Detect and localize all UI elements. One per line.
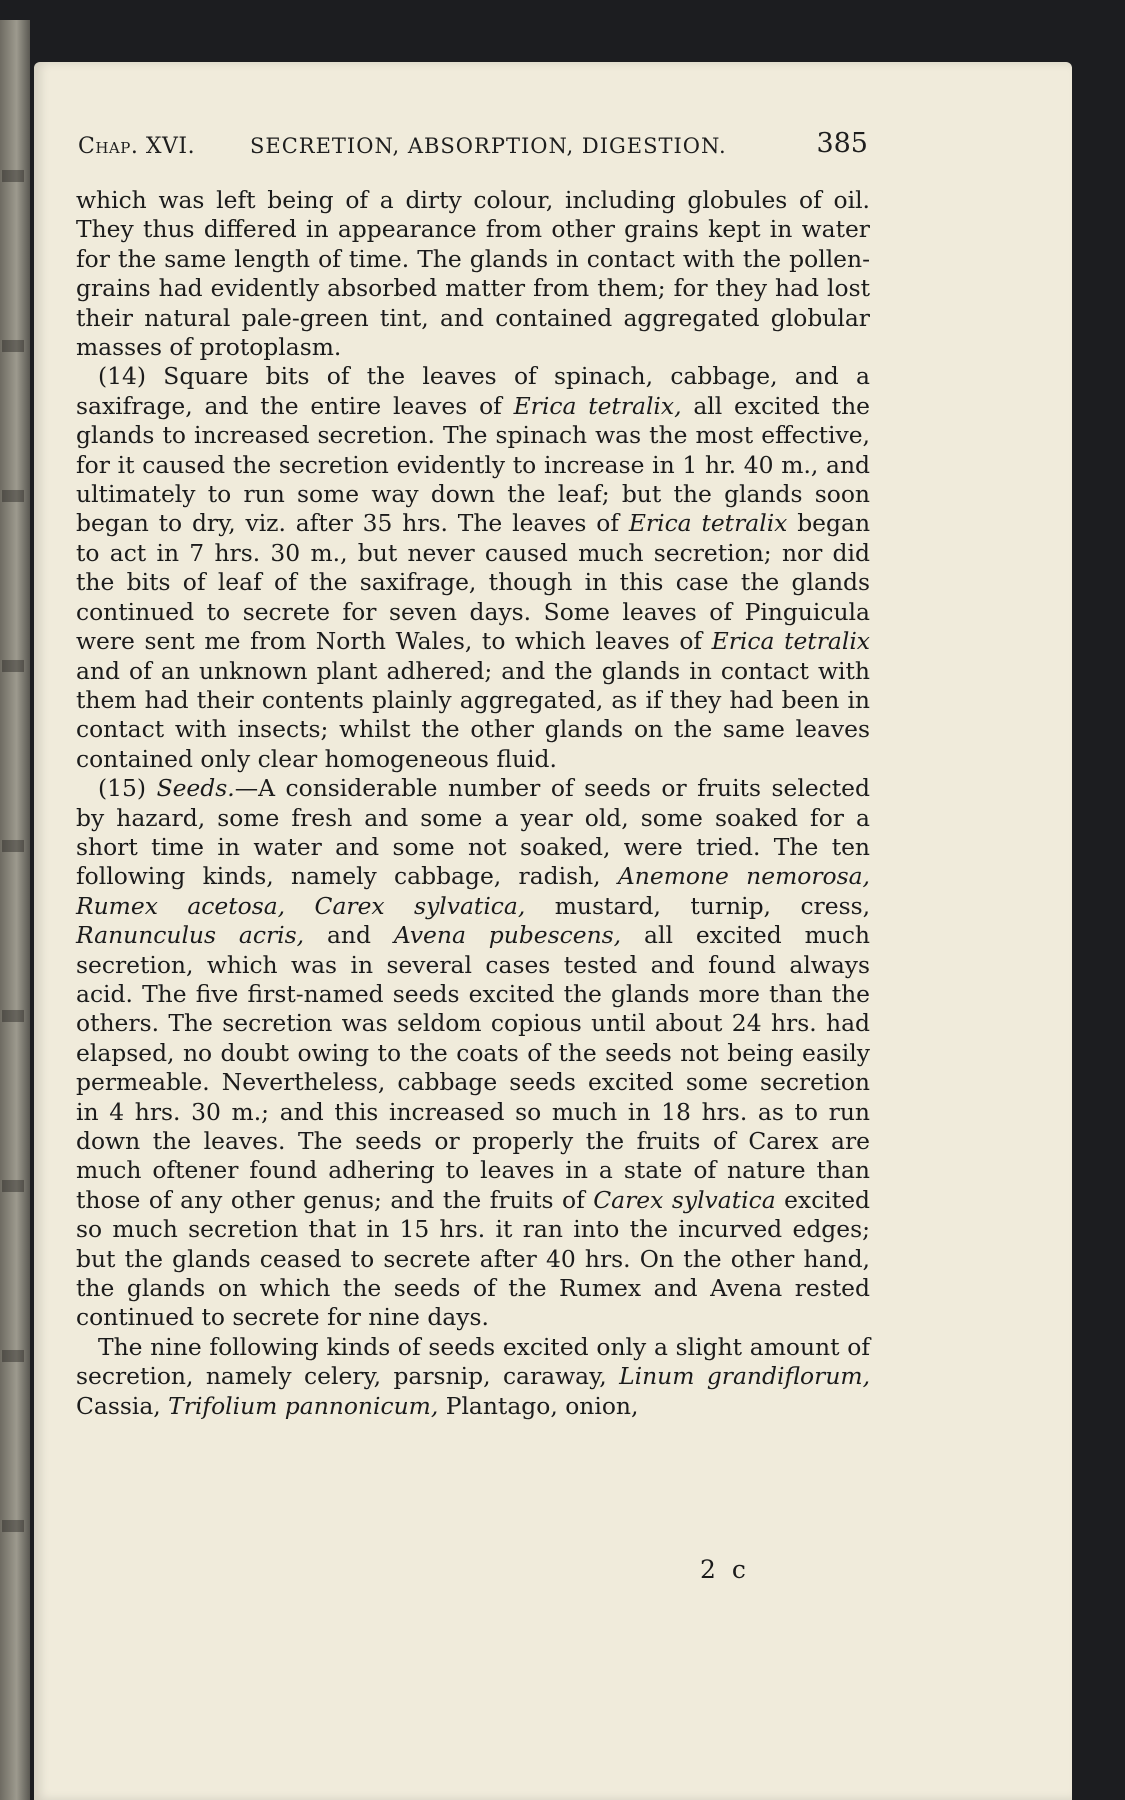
- facing-page-ink: [2, 840, 24, 852]
- italic-text: Seeds.: [156, 774, 235, 803]
- italic-text: Ranunculus acris,: [76, 921, 305, 950]
- body-text: [76, 186, 870, 1421]
- italic-text: Erica tetralix: [711, 627, 870, 656]
- italic-text: Erica tetralix: [628, 509, 788, 538]
- text-run: all excited much secretion, which was in several cases tested and found always acid. The five first-named seeds excited the glands more than the others. The secretion was seldom copious until about 24 hrs. had elapsed, no doubt owing to the coats of the seeds not being easily permeable. Nevertheless, cabbage seeds excited some secretion in 4 hrs. 30 m.; and this increased so much in 18 hrs. as to run down the leaves. The seeds or properly the fruits of Carex are much oftener found adhering to leaves in a state of nature than those of any other genus; and the fruits of: [76, 921, 870, 1214]
- italic-text: Avena pubescens,: [393, 921, 622, 950]
- italic-text: Carex sylvatica: [593, 1185, 776, 1214]
- paragraph: [76, 186, 870, 362]
- italic-text: Anemone nemorosa, Rumex acetosa, Carex sylvatica,: [76, 862, 870, 920]
- facing-page-edge: [0, 20, 30, 1800]
- italic-text: Linum grandiflorum,: [619, 1362, 870, 1391]
- paragraph: [76, 362, 870, 774]
- text-run: Cassia,: [76, 1391, 169, 1420]
- text-run: excited so much secretion that in 15 hrs. it ran into the incurved edges; but the glands ceased to secrete after 40 hrs. On the other hand, the glands on which the seeds of the Rumex and Avena rested continued to secrete for nine days.: [76, 1185, 871, 1332]
- text-run: and: [304, 921, 394, 950]
- text-run: which was left being of a dirty colour, including globules of oil. They thus differed in appearance from other grains kept in water for the same length of time. The glands in contact with the pollen-grains had evidently absorbed matter from them; for they had lost their natural pale-green tint, and contained aggregated globular masses of protoplasm.: [76, 186, 870, 362]
- running-title: SECRETION, ABSORPTION, DIGESTION.: [250, 134, 727, 158]
- paragraph: [76, 774, 870, 1333]
- facing-page-ink: [2, 660, 24, 672]
- page-number: 385: [816, 128, 868, 159]
- text-run: (15): [98, 774, 157, 803]
- text-run: The nine following kinds of seeds excited only a slight amount of secretion, namely celery, parsnip, caraway,: [76, 1332, 870, 1391]
- signature-mark: 2 c: [700, 1555, 750, 1584]
- text-run: —A considerable number of seeds or fruits selected by hazard, some fresh and some a year old, some soaked for a short time in water and some not soaked, were tried. The ten following kinds, namely cabbage, radish,: [76, 774, 870, 891]
- facing-page-ink: [2, 340, 24, 352]
- facing-page-ink: [2, 1520, 24, 1532]
- facing-page-ink: [2, 1010, 24, 1022]
- text-run: and of an unknown plant adhered; and the glands in contact with them had their contents plainly aggregated, as if they had been in contact with insects; whilst the other glands on the same leaves contained only clear homogeneous fluid.: [76, 656, 870, 773]
- text-run: Plantago, onion,: [438, 1391, 639, 1420]
- italic-text: Erica tetralix,: [513, 391, 682, 420]
- facing-page-ink: [2, 490, 24, 502]
- facing-page-ink: [2, 170, 24, 182]
- running-head: [78, 128, 868, 164]
- text-run: mustard, turnip, cress,: [525, 891, 871, 920]
- italic-text: Trifolium pannonicum,: [168, 1391, 439, 1420]
- facing-page-ink: [2, 1350, 24, 1362]
- paragraph: [76, 1333, 870, 1421]
- text-run: (14) Square bits of the leaves of spinach, cabbage, and a saxifrage, and the entire leaves of: [76, 362, 870, 420]
- text-run: began to act in 7 hrs. 30 m., but never caused much secretion; nor did the bits of leaf of the saxifrage, though in this case the glands continued to secrete for seven days. Some leaves of Pinguicula were sent me from North Wales, to which leaves of: [76, 509, 871, 656]
- chapter-label: Chap. XVI.: [78, 134, 196, 159]
- text-run: all excited the glands to increased secretion. The spinach was the most effective, for it caused the secretion evidently to increase in 1 hr. 40 m., and ultimately to run some way down the leaf; but the glands soon began to dry, viz. after 35 hrs. The leaves of: [76, 391, 870, 538]
- facing-page-ink: [2, 1180, 24, 1192]
